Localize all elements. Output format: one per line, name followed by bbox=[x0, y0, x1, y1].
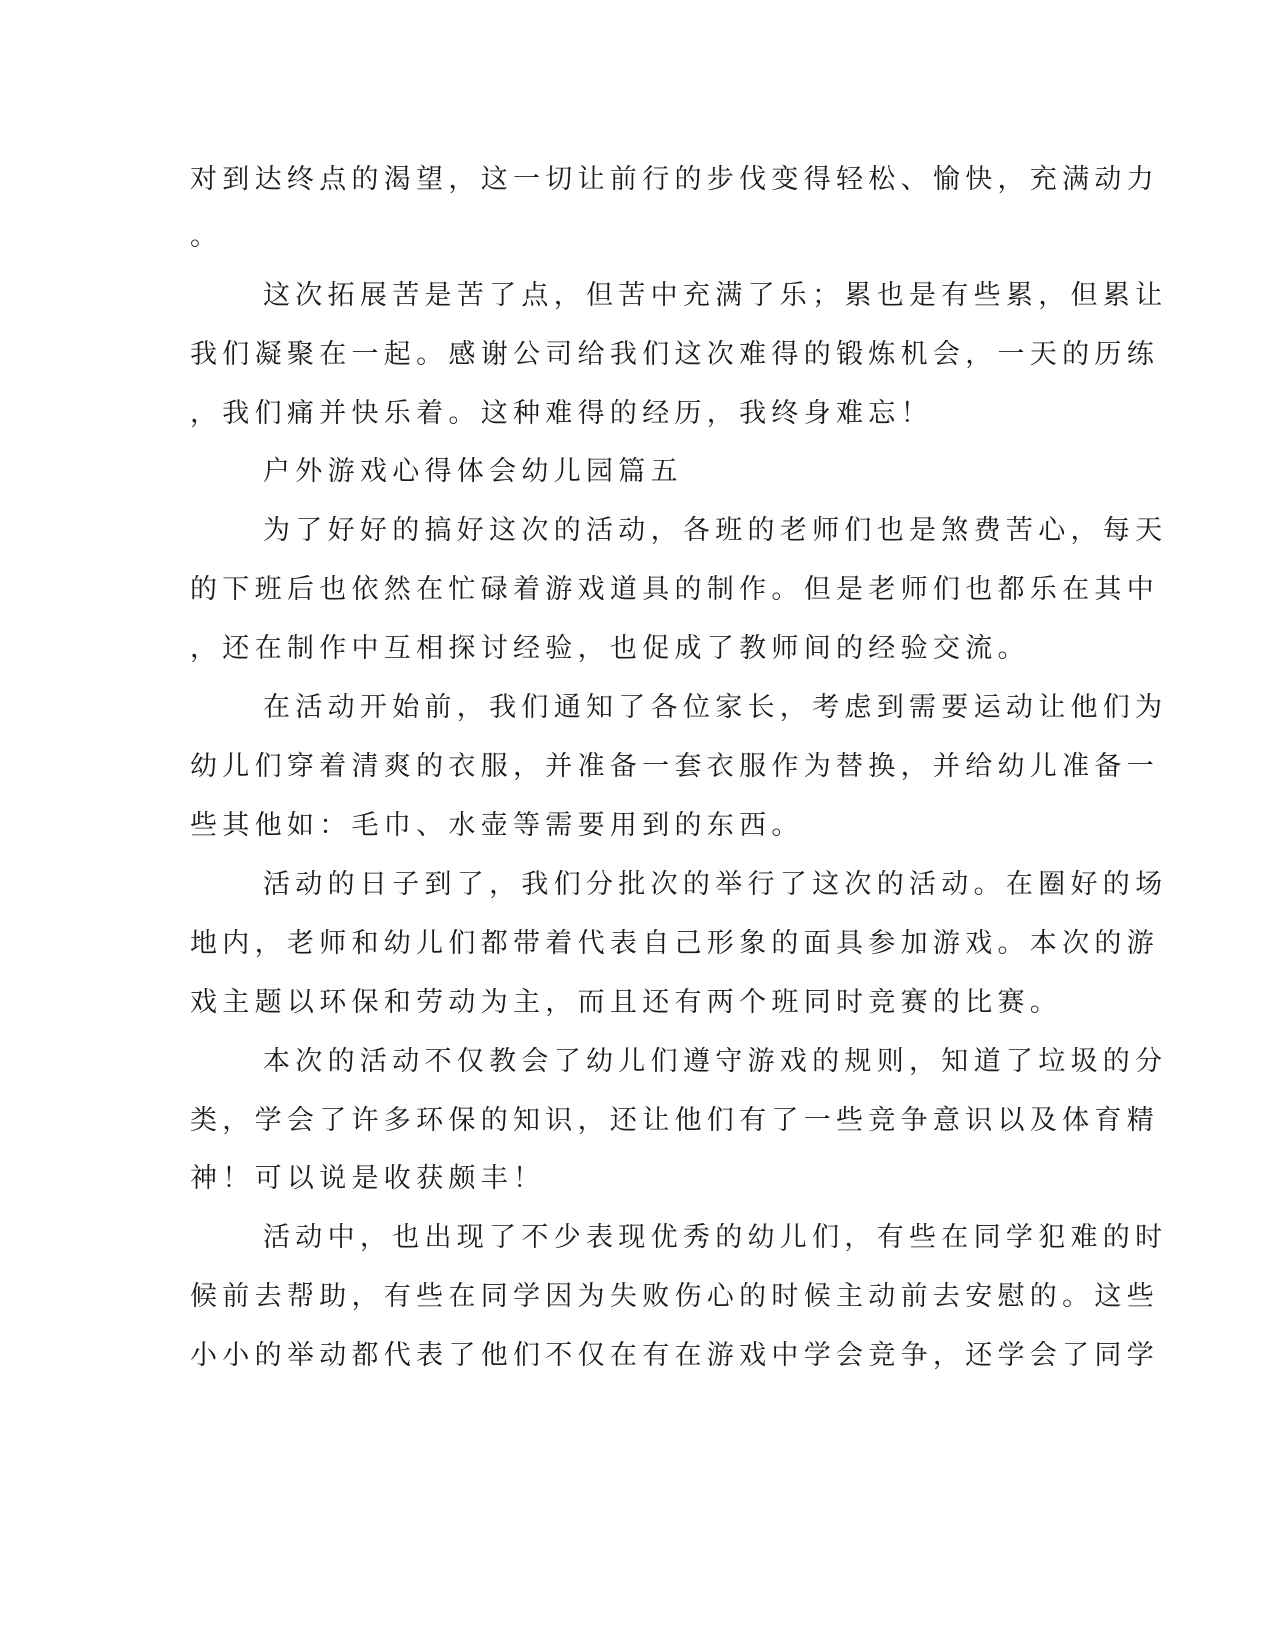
text-line: 戏主题以环保和劳动为主，而且还有两个班同时竞赛的比赛。 bbox=[190, 987, 1063, 1018]
text-line: 幼儿们穿着清爽的衣服，并准备一套衣服作为替换，并给幼儿准备一 bbox=[190, 751, 1159, 782]
text-line: 的下班后也依然在忙碌着游戏道具的制作。但是老师们也都乐在其中 bbox=[190, 574, 1159, 605]
text-line: 地内，老师和幼儿们都带着代表自己形象的面具参加游戏。本次的游 bbox=[190, 928, 1159, 959]
text-line: 候前去帮助，有些在同学因为失败伤心的时候主动前去安慰的。这些 bbox=[190, 1281, 1159, 1312]
paragraph-start-line: 在活动开始前，我们通知了各位家长，考虑到需要运动让他们为 bbox=[263, 692, 1168, 723]
paragraph-start-line: 这次拓展苦是苦了点，但苦中充满了乐；累也是有些累，但累让 bbox=[263, 280, 1168, 311]
paragraph-start-line: 活动中，也出现了不少表现优秀的幼儿们，有些在同学犯难的时 bbox=[263, 1222, 1168, 1253]
section-heading: 户外游戏心得体会幼儿园篇五 bbox=[263, 456, 683, 487]
paragraph-start-line: 为了好好的搞好这次的活动，各班的老师们也是煞费苦心，每天 bbox=[263, 515, 1168, 546]
paragraph-start-line: 本次的活动不仅教会了幼儿们遵守游戏的规则，知道了垃圾的分 bbox=[263, 1046, 1168, 1077]
text-line: 小小的举动都代表了他们不仅在有在游戏中学会竞争，还学会了同学 bbox=[190, 1340, 1159, 1371]
text-line: 类，学会了许多环保的知识，还让他们有了一些竞争意识以及体育精 bbox=[190, 1105, 1159, 1136]
text-line: ，还在制作中互相探讨经验，也促成了教师间的经验交流。 bbox=[190, 633, 1030, 664]
text-line: 些其他如：毛巾、水壶等需要用到的东西。 bbox=[190, 810, 804, 841]
text-line: 对到达终点的渴望，这一切让前行的步伐变得轻松、愉快，充满动力 bbox=[190, 164, 1159, 195]
text-line: 。 bbox=[190, 221, 223, 252]
text-line: ，我们痛并快乐着。这种难得的经历，我终身难忘！ bbox=[190, 398, 933, 429]
paragraph-start-line: 活动的日子到了，我们分批次的举行了这次的活动。在圈好的场 bbox=[263, 869, 1168, 900]
text-line: 神！可以说是收获颇丰！ bbox=[190, 1163, 546, 1194]
text-line: 我们凝聚在一起。感谢公司给我们这次难得的锻炼机会，一天的历练 bbox=[190, 339, 1159, 370]
